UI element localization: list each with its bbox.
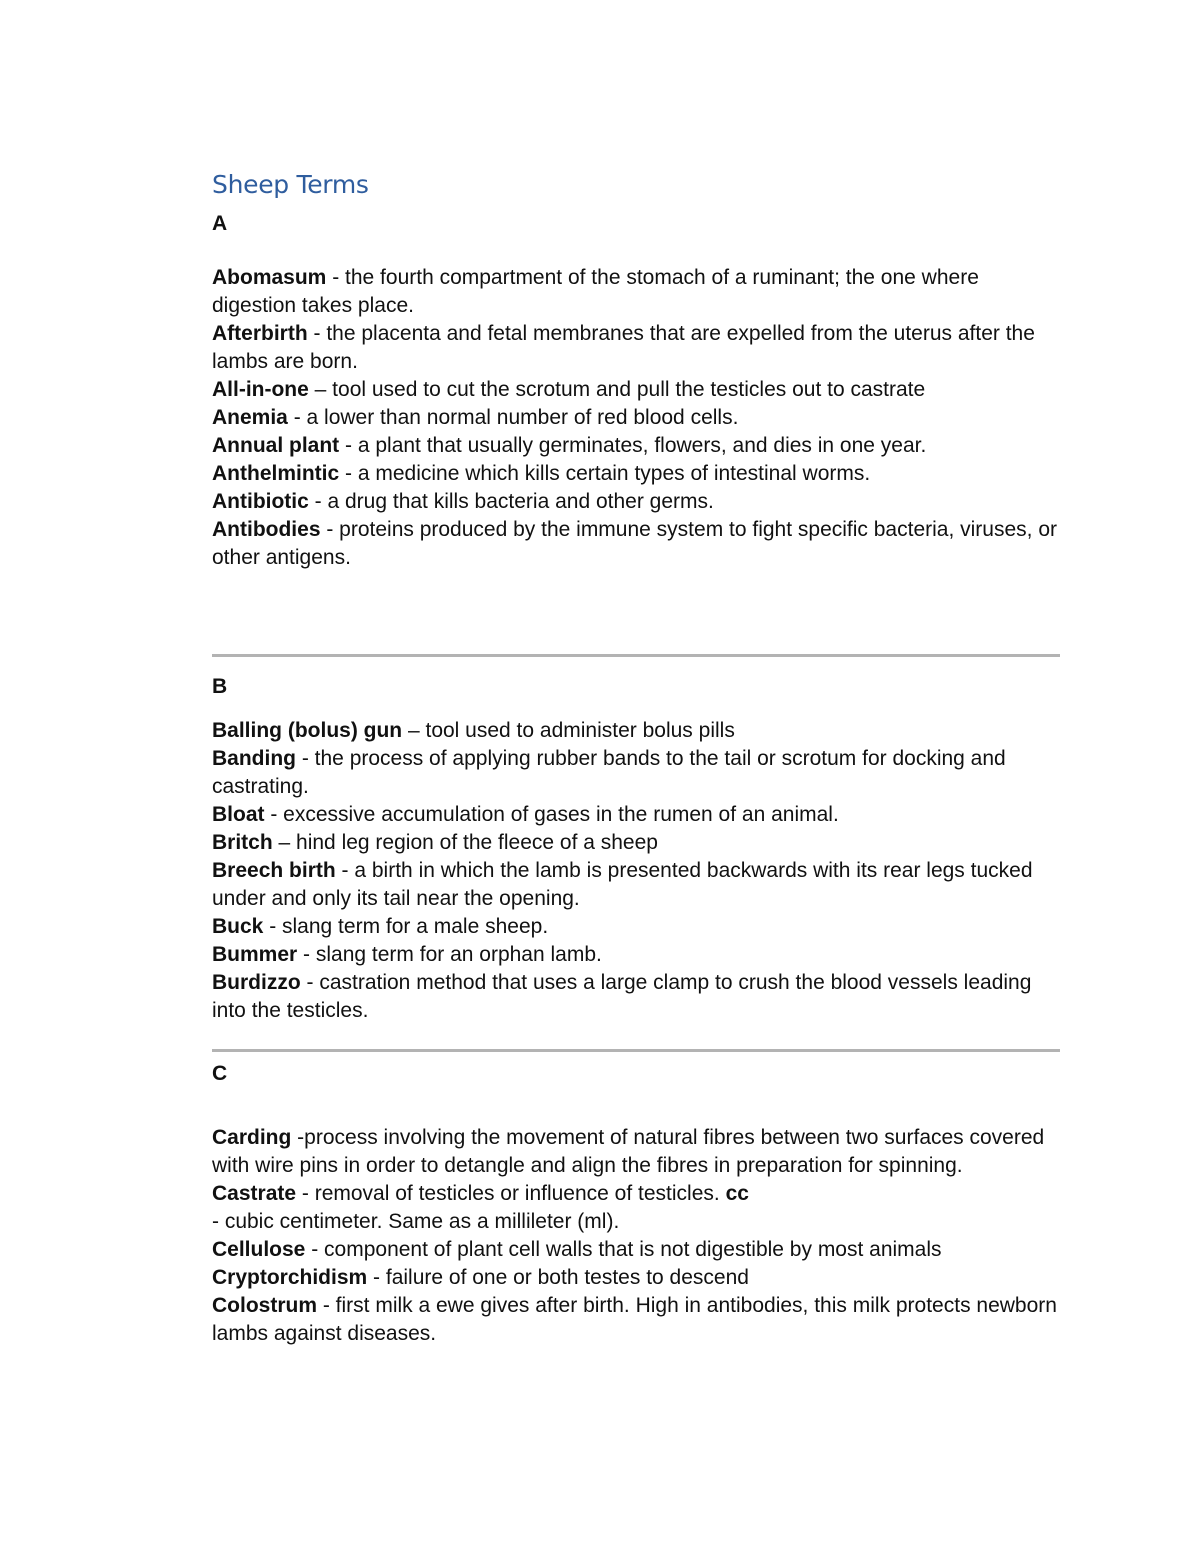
glossary-entry — [212, 969, 1060, 1025]
entry-term: Britch — [212, 831, 273, 854]
entry-term: Buck — [212, 915, 264, 938]
glossary-entry — [212, 460, 1060, 488]
page-title: Sheep Terms — [212, 170, 369, 199]
entry-term: All-in-one — [212, 378, 309, 401]
entry-term: Abomasum — [212, 266, 327, 289]
glossary-entry — [212, 717, 1060, 745]
entry-definition: - the fourth compartment of the stomach of a ruminant; the one where digestion takes place. — [212, 266, 979, 317]
entry-term: cc — [725, 1182, 749, 1205]
entry-term: Colostrum — [212, 1294, 317, 1317]
entry-term: Castrate — [212, 1182, 297, 1205]
section-c-entries — [212, 1124, 1060, 1348]
document-body — [212, 168, 1060, 1348]
entry-term: Burdizzo — [212, 971, 301, 994]
section-b-entries — [212, 717, 1060, 1025]
entry-definition: - a medicine which kills certain types of intestinal worms. — [339, 462, 871, 485]
entry-term: Bummer — [212, 943, 298, 966]
glossary-entry — [212, 376, 1060, 404]
glossary-entry — [212, 1236, 1060, 1264]
glossary-entry — [212, 1208, 1060, 1236]
glossary-entry — [212, 404, 1060, 432]
section-divider — [212, 1049, 1060, 1052]
entry-term: Bloat — [212, 803, 265, 826]
glossary-entry — [212, 829, 1060, 857]
glossary-entry — [212, 857, 1060, 913]
entry-term: Afterbirth — [212, 322, 308, 345]
section-divider — [212, 654, 1060, 657]
section-a-entries — [212, 264, 1060, 572]
entry-term: Antibiotic — [212, 490, 309, 513]
entry-definition: - first milk a ewe gives after birth. High in antibodies, this milk protects newborn lambs against diseases. — [212, 1294, 1057, 1345]
entry-definition: - the placenta and fetal membranes that are expelled from the uterus after the lambs are born. — [212, 322, 1035, 373]
glossary-entry — [212, 1180, 1060, 1208]
glossary-entry — [212, 1264, 1060, 1292]
entry-term: Breech birth — [212, 859, 336, 882]
entry-definition: – tool used to administer bolus pills — [402, 719, 735, 742]
entry-term: Anthelmintic — [212, 462, 340, 485]
glossary-entry — [212, 745, 1060, 801]
glossary-entry — [212, 913, 1060, 941]
entry-term: Carding — [212, 1126, 292, 1149]
entry-term: Annual plant — [212, 434, 340, 457]
entry-definition: - component of plant cell walls that is not digestible by most animals — [305, 1238, 942, 1261]
entry-definition: - proteins produced by the immune system to fight specific bacteria, viruses, or other antigens. — [212, 518, 1057, 569]
glossary-entry — [212, 1124, 1060, 1180]
glossary-entry — [212, 1292, 1060, 1348]
glossary-entry — [212, 432, 1060, 460]
entry-definition: - excessive accumulation of gases in the rumen of an animal. — [264, 803, 839, 826]
glossary-entry — [212, 264, 1060, 320]
entry-definition: - slang term for an orphan lamb. — [297, 943, 602, 966]
glossary-entry — [212, 320, 1060, 376]
glossary-entry — [212, 801, 1060, 829]
entry-definition: - cubic centimeter. Same as a millileter (ml). — [212, 1210, 620, 1233]
entry-term: Cellulose — [212, 1238, 306, 1261]
entry-definition: - failure of one or both testes to descend — [367, 1266, 749, 1289]
entry-definition: - a plant that usually germinates, flowers, and dies in one year. — [339, 434, 927, 457]
glossary-entry — [212, 941, 1060, 969]
entry-definition: - castration method that uses a large clamp to crush the blood vessels leading into the testicles. — [212, 971, 1032, 1022]
entry-definition: - slang term for a male sheep. — [263, 915, 549, 938]
entry-term: Cryptorchidism — [212, 1266, 368, 1289]
entry-definition: – tool used to cut the scrotum and pull the testicles out to castrate — [308, 378, 926, 401]
entry-definition: – hind leg region of the fleece of a sheep — [272, 831, 658, 854]
entry-definition: - removal of testicles or influence of testicles. — [296, 1182, 726, 1205]
entry-term: Anemia — [212, 406, 288, 429]
entry-definition: - the process of applying rubber bands to the tail or scrotum for docking and castrating. — [212, 747, 1006, 798]
section-letter-a: A — [212, 212, 228, 235]
glossary-entry — [212, 488, 1060, 516]
section-letter-b: B — [212, 675, 228, 698]
glossary-entry — [212, 516, 1060, 572]
entry-definition: - a lower than normal number of red blood cells. — [287, 406, 739, 429]
entry-definition: - a birth in which the lamb is presented backwards with its rear legs tucked under and only its tail near the opening. — [212, 859, 1033, 910]
section-letter-c: C — [212, 1062, 228, 1085]
entry-term: Balling (bolus) gun — [212, 719, 403, 742]
entry-term: Antibodies — [212, 518, 321, 541]
entry-term: Banding — [212, 747, 296, 770]
entry-definition: - a drug that kills bacteria and other germs. — [308, 490, 714, 513]
entry-definition: -process involving the movement of natural fibres between two surfaces covered with wire pins in order to detangle and align the fibres in preparation for spinning. — [212, 1126, 1045, 1177]
